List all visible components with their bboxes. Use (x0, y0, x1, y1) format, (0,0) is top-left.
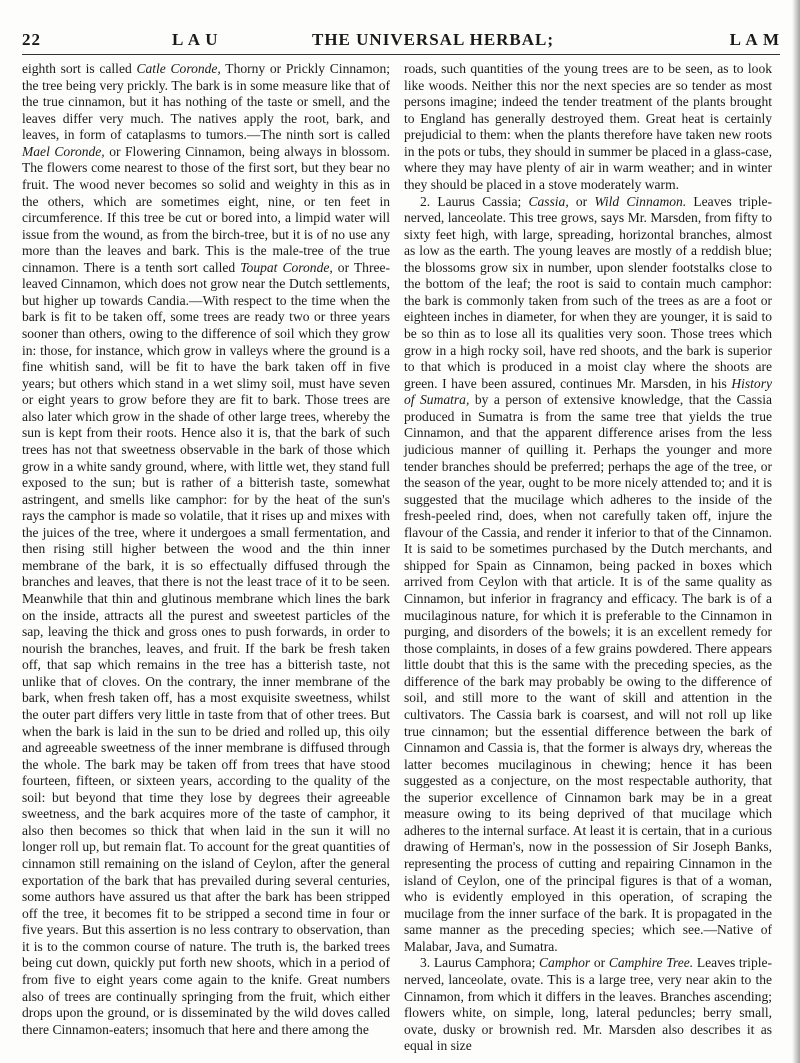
text-run: or (568, 193, 595, 209)
italic-term: Toupat Coronde, (240, 259, 333, 275)
italic-term: Catle Coronde, (136, 61, 221, 76)
text-run: Leaves triple-nerved, lanceolate. This tree grows, says Mr. Marsden, from fifty to sixty feet high, with large, spreading, horizontal branches, almost as low as the earth. The young leaves are mostly of a reddish blue; the blossoms grow six in number, upon slender footstalks close to the bottom of the leaf; the root is said to contain much camphor: the bark is commonly taken from such of the trees as are a foot or eighteen inches in diameter, for when they are younger, it is said to be so thin as to lose all its qualities very soon. Those trees which grow in a high rocky soil, have red shoots, and the bark is superior to that which is produced in a moist clay where the shoots are green. I have been assured, continues Mr. Marsden, in his (404, 193, 773, 391)
header-rule (22, 54, 780, 55)
right-paragraph-3 (404, 955, 772, 1054)
italic-term: Camphor (539, 955, 591, 971)
text-run: by a person of extensive knowledge, that the Cassia produced in Sumatra is from the same tree that yields the true Cinnamon, and that the apparent difference arises from the less judicious manner of quilling it. Perhaps the younger and more tender branches should be preferred; perhaps the age of the tree, or the season of the year, ought to be more nicely attended to; and it is suggested that the mucilage which adheres to the inside of the fresh-peeled rind, does, when not carefully taken off, injure the flavour of the Cassia, and render it inferior to that of the Cinnamon. It is said to be sometimes purchased by the Dutch merchants, and shipped for Spain as Cinnamon, being packed in boxes which arrived from Ceylon with that article. It is of the same quality as Cinnamon, but inferior in fragrancy and efficacy. The bark is of a mucilaginous nature, for which it is preferable to the Cinnamon in purging, and disorders of the bowels; it is an excellent remedy for those complaints, in doses of a few grains powdered. There appears little doubt that this is the same with the preceding species, as the difference of the bark may probably be owing to the difference of soil, and still more to the want of skill and attention in the cultivators. The Cassia bark is coarsest, and will not roll up like true cinnamon; but the essential difference between the bark of Cinnamon and Cassia is, that the former is always dry, whereas the latter becomes mucilaginous in chewing; hence it has been suggested as a conjecture, on the most respectable authority, that the superior excellence of Cinnamon bark may be in a great measure owing to its being deprived of that mucilage which adheres to the internal surface. At least it is certain, that in a curious drawing of Herman's, now in the possession of Sir Joseph Banks, representing the process of cutting and repairing Cinnamon in the island of Ceylon, one of the principal figures is that of a woman, who is evidently employed in this operation, of scraping the mucilage from the inner surface of the bark. It is propagated in the same manner as the preceding species; which see.—Native of Malabar, Java, and Sumatra. (404, 392, 772, 954)
text-run: Thorny or Prickly Cinnamon; the tree being very prickly. The bark is in some measure like that of the true cinnamon, but it has nothing of the taste or smell, and the leaves differ very much. The natives apply the root, bark, and leaves, in form of cataplasms to tumors.—The ninth sort is called (22, 61, 390, 143)
header-right-word: L A M (729, 30, 780, 49)
italic-term: Wild Cinnamon. (594, 193, 687, 209)
italic-term: Camphire Tree. (608, 955, 694, 971)
text-run: or (590, 955, 609, 971)
left-column (22, 61, 390, 1038)
text-run: Leaves triple-nerved, lanceolate, ovate. This is a large tree, very near akin to the Cinnamon, from which it differs in the leaves. Branches ascending; flowers white, on simple, long, lateral peduncles; berry small, ovate, dusky or brownish red. Mr. Marsden also describes it as equal in size (404, 955, 773, 1054)
header-left-word: L A U (172, 30, 219, 49)
header-title: THE UNIVERSAL HERBAL; (312, 30, 555, 49)
text-run: or Flowering Cinnamon, being always in blossom. The flowers come nearest to those of the first sort, but they bear no fruit. The wood never becomes so solid and weighty in this as in the others, which are sometimes eight, nine, or ten feet in circumference. If this tree be cut or bored into, a limpid water will issue from the wound, as from the birch-tree, but it is of no use any more than the leaves and bark. This is the male-tree of the true cinnamon. There is a tenth sort called (22, 143, 390, 275)
right-paragraph-1: roads, such quantities of the young trees are to be seen, as to look like woods. Neither this nor the next species are so tender as most persons imagine; indeed the tender treatment of the plants brought to England has generally destroyed them. Great heat is certainly prejudicial to them: when the plants therefore have taken new roots in the pots or tubs, they should in summer be placed in a glass-case, where they may have plenty of air in warm weather; and in winter they should be placed in a stove moderately warm. (404, 61, 772, 192)
italic-term: History of Sumatra, (404, 375, 772, 408)
text-run: 2. Laurus Cassia; (420, 193, 529, 209)
text-run: eighth sort is called (22, 61, 137, 76)
italic-term: Cassia, (528, 193, 569, 209)
text-run: or Three-leaved Cinnamon, which does not grow near the Dutch settlements, but higher up towards Candia.—With respect to the time when the bark is fit to be taken off, some trees are ready two or three years sooner than others, owing to the difference of soil which they grow in: those, for instance, which grow in valleys where the ground is a fine whitish sand, will be fit to have the bark taken off in five years; but others which stand in a wet slimy soil, must have seven or eight years to grow before they are fit to bark. Those trees are also later which grow in the shade of other large trees, whereby the sun is kept from their roots. Hence also it is, that the bark of such trees has not that sweetness observable in the bark of those which grow in a white sandy ground, where, with little wet, they stand full exposed to the sun; but is rather of a bitterish taste, somewhat astringent, and smells like camphor: for by the heat of the sun's rays the camphor is made so volatile, that it rises up and mixes with the juices of the tree, where it undergoes a small fermentation, and then rising still higher between the wood and the thin inner membrane of the bark, it is so effectually diffused through the branches and leaves, that there is not the least trace of it to be seen. Meanwhile that thin and glutinous membrane which lines the bark on the inside, attracts all the purest and sweetest particles of the sap, leaving the thick and gross ones to push forwards, in order to nourish the branches, leaves, and fruit. If the bark be fresh taken off, that sap which remains in the tree has a bitterish taste, not unlike that of cloves. On the contrary, the inner membrane of the bark, when fresh taken off, has a most exquisite sweetness, whilst the outer part differs very little in taste from that of other trees. But when the bark is laid in the sun to be dried and rolled up, this oily and agreeable sweetness of the inner membrane is diffused through the whole. The bark may be taken off from trees that have stood fourteen, fifteen, or sixteen years, according to the quality of the soil: but beyond that time they lose by degrees their agreeable sweetness, and the bark acquires more of the taste of camphor, it also then becomes so thick that when laid in the sun it will no longer roll up, but remain flat. To account for the great quantities of cinnamon still remaining on the island of Ceylon, after the general exportation of the bark that has prevailed during several centuries, some authors have assured us that after the bark has been stripped off the tree, it becomes fit to be stripped a second time in four or five years. But this assertion is no less contrary to observation, than it is to the common course of nature. The truth is, the barked trees being cut down, quickly put forth new shoots, which in a period of from five to eight years come again to the knife. Great numbers also of trees are continually springing from the fruit, which either drops upon the ground, or is disseminated by the wild doves called there Cinnamon-eaters; insomuch that here and there among the (22, 259, 390, 1037)
text-run: 3. Laurus Camphora; (420, 955, 540, 971)
page-edge-shadow (792, 0, 800, 1063)
right-paragraph-2 (404, 194, 772, 956)
running-header (22, 30, 780, 52)
right-column (404, 61, 772, 1055)
page-number: 22 (22, 30, 41, 49)
left-paragraph (22, 61, 390, 1038)
italic-term: Mael Coronde, (22, 143, 105, 159)
